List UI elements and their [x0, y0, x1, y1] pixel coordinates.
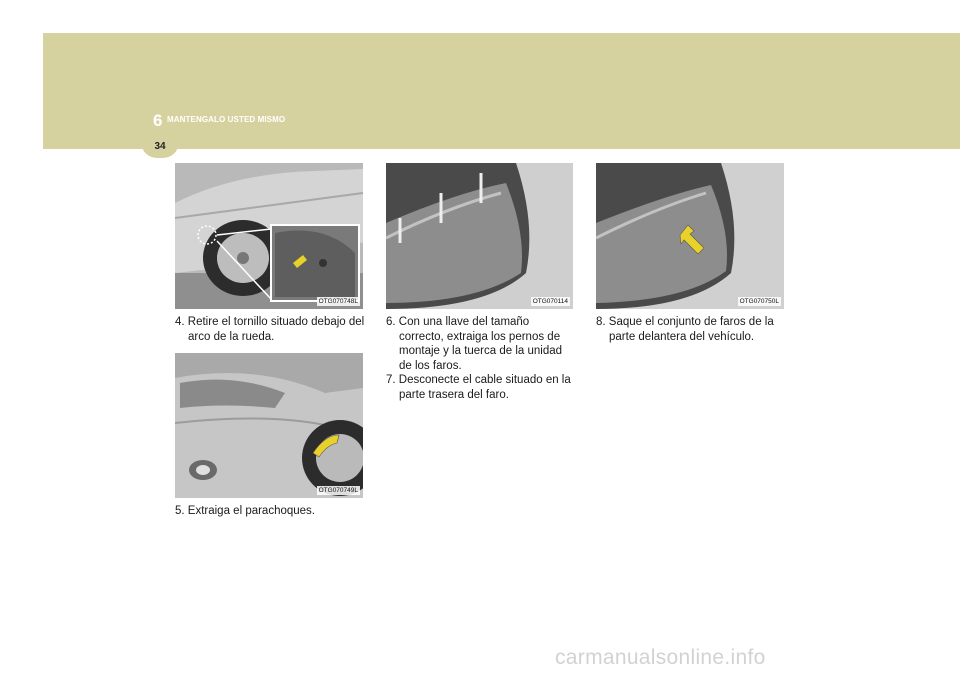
figure-code: OTG070750L [739, 298, 779, 305]
watermark: carmanualsonline.info [555, 646, 766, 669]
step-8: 8. Saque el conjunto de faros de la parte delantera del vehículo. [596, 316, 774, 343]
figure-wheel-arch [175, 163, 363, 309]
page-number: 34 [154, 141, 166, 152]
figure-code: OTG070749L [318, 487, 358, 494]
headlamp-bolts-photo [386, 163, 573, 309]
figure-code: OTG070748L [318, 298, 358, 305]
chapter-title: MANTENGALO USTED MISMO [167, 115, 286, 124]
figure-code: OTG070114 [532, 298, 568, 305]
car-side-wheel-arch-photo [175, 163, 363, 309]
front-bumper-photo [175, 353, 363, 498]
figure-headlamp-removal [596, 163, 784, 309]
figure-headlamp-bolts [386, 163, 573, 309]
step-4-text [175, 315, 365, 344]
headlamp-removal-photo [596, 163, 784, 309]
step-5: 5. Extraiga el parachoques. [175, 505, 316, 517]
step-6: 6. Con una llave del tamaño correcto, extraiga los pernos de montaje y la tuerca de la unidad de los faros. [386, 316, 563, 372]
figure-bumper [175, 353, 363, 498]
header-band [43, 33, 960, 149]
step-5-text [175, 504, 365, 519]
step-4: 4. Retire el tornillo situado debajo del arco de la rueda. [175, 316, 365, 343]
step-8-text [596, 315, 786, 344]
step-7: 7. Desconecte el cable situado en la parte trasera del faro. [386, 374, 571, 401]
page-number-tab [141, 137, 179, 158]
step-6-7-text [386, 315, 576, 402]
chapter-number: 6 [153, 111, 163, 130]
